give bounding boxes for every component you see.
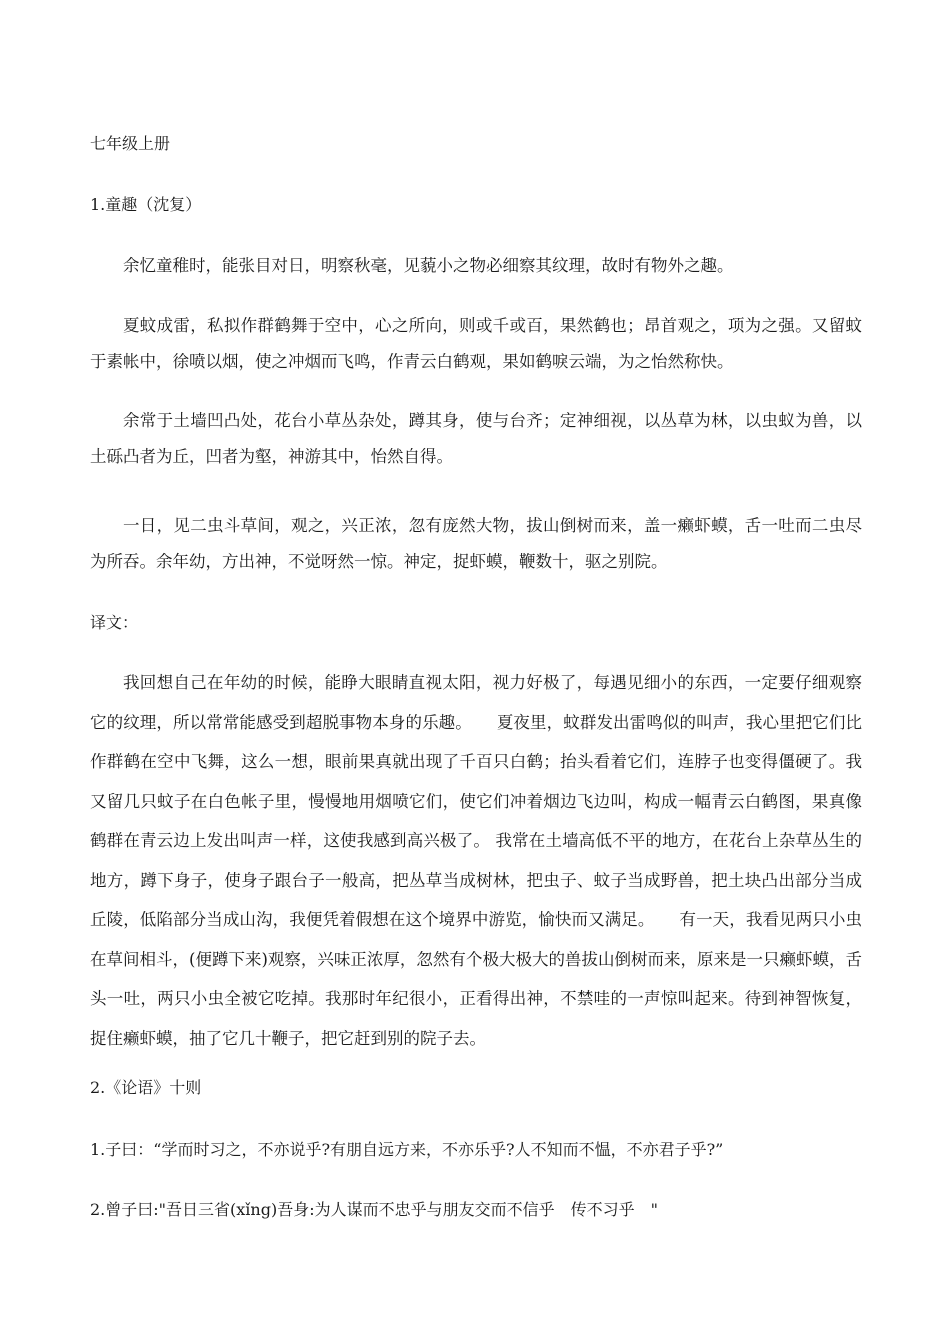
- translation-paragraph: 我回想自己在年幼的时候，能睁大眼睛直视太阳，视力好极了，每遇见细小的东西，一定要仔细观察它的纹理，所以常常能感受到超脱事物本身的乐趣。 夏夜里，蚊群发出雷鸣似的叫声，我心里把它们比作群鹤在空中飞舞，这么一想，眼前果真就出现了千百只白鹤；抬头看着它们，连脖子也变得僵硬了。我又留几只蚊子在白色帐子里，慢慢地用烟喷它们，使它们冲着烟边飞边叫，构成一幅青云白鹤图，果真像鹤群在青云边上发出叫声一样，这使我感到高兴极了。 我常在土墙高低不平的地方，在花台上杂草丛生的地方，蹲下身子，使身子跟台子一般高，把丛草当成树林，把虫子、蚊子当成野兽，把土块凸出部分当成丘陵，低陷部分当成山沟，我便凭着假想在这个境界中游览，愉快而又满足。 有一天，我看见两只小虫在草间相斗，(便蹲下来)观察，兴味正浓厚，忽然有个极大极大的兽拔山倒树而来，原来是一只癞虾蟆，舌头一吐，两只小虫全被它吃掉。我那时年纪很小，正看得出神，不禁哇的一声惊叫起来。待到神智恢复，捉住癞虾蟆，抽了它几十鞭子，把它赶到别的院子去。: [90, 673, 862, 1048]
- analects-item-1: 1.子曰：“学而时习之，不亦说乎?有朋自远方来，不亦乐乎?人不知而不愠，不亦君子乎?”: [90, 1140, 724, 1159]
- lesson1-paragraph-1: 余忆童稚时，能张目对日，明察秋毫，见藐小之物必细察其纹理，故时有物外之趣。: [123, 256, 734, 275]
- lesson1-paragraph-4: 一日，见二虫斗草间，观之，兴正浓，忽有庞然大物，拔山倒树而来，盖一癞虾蟆，舌一吐而二虫尽为所吞。余年幼，方出神，不觉呀然一惊。神定，捉虾蟆，鞭数十，驱之别院。: [90, 516, 862, 571]
- lesson1-paragraph-2: 夏蚊成雷，私拟作群鹤舞于空中，心之所向，则或千或百，果然鹤也；昂首观之，项为之强。又留蚊于素帐中，徐喷以烟，使之冲烟而飞鸣，作青云白鹤观，果如鹤唳云端，为之怡然称快。: [90, 316, 862, 371]
- analects-item-2: 2.曾子曰:"吾日三省(xǐng)吾身:为人谋而不忠乎与朋友交而不信乎 传不习乎 ": [90, 1200, 658, 1219]
- grade-heading: 七年级上册: [90, 134, 171, 153]
- lesson1-title: 1.童趣（沈复）: [90, 195, 202, 214]
- lesson2-title: 2.《论语》十则: [90, 1078, 202, 1097]
- translation-label: 译文：: [90, 613, 139, 632]
- lesson1-paragraph-3: 余常于土墙凹凸处，花台小草丛杂处，蹲其身，使与台齐；定神细视，以丛草为林，以虫蚁为兽，以土砾凸者为丘，凹者为壑，神游其中，怡然自得。: [90, 411, 862, 466]
